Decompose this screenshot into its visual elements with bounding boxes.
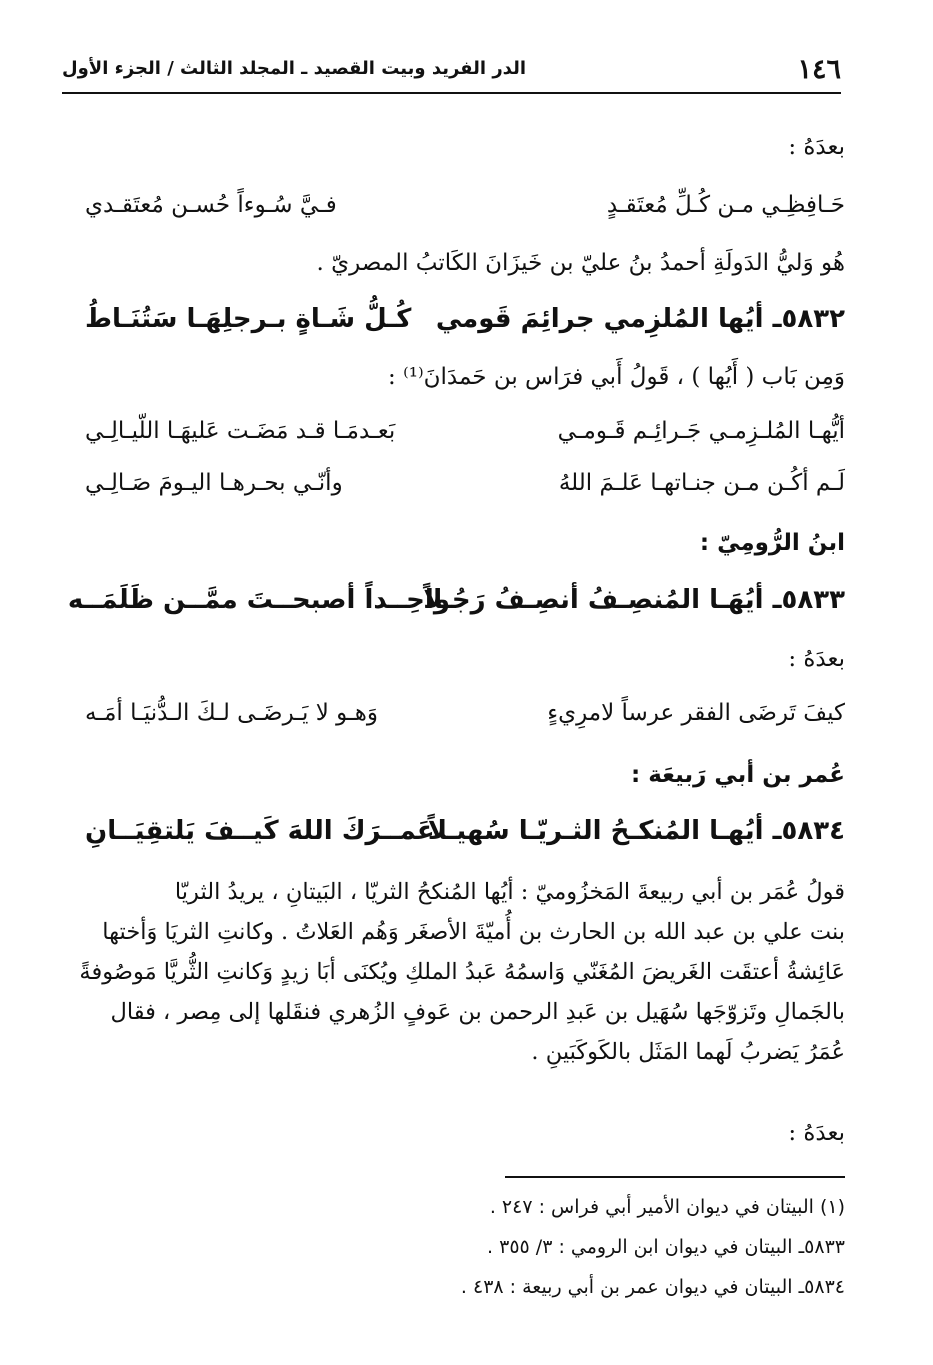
paragraph-line: عُمَرُ يَضربُ لَهما المَثَل بالكَوكَبَينِ . — [531, 1039, 845, 1065]
entry-5834 — [85, 816, 845, 846]
verse-hemistich-second: عَمــرَكَ اللهَ كَيــفَ يَلتقِيَــانِ — [85, 816, 435, 846]
verse-hemistich-first: أيُّهـا المُلـزِمـي جَـرائِـم قَـومـي — [557, 418, 845, 444]
commentary-paragraph — [74, 872, 845, 1072]
footnote: ٥٨٣٤ـ البيتان في ديوان عمر بن أبي ربيعة : ٤٣٨ . — [460, 1276, 845, 1298]
verse-hemistich-first: لَـم أكُـن مـن جنـاتهـا عَلـمَ اللهُ — [558, 470, 845, 496]
poet-name: عُمر بن أبي رَبيعَة : — [631, 762, 845, 788]
paragraph-line: بنت علي بن عبد الله بن الحارث بن أُميّةَ الأصغَر وَهُم العَلاتُ . وكانتِ الثريَا وَأختها — [102, 919, 845, 945]
verse-hemistich-second: وأنّـي بحـرهـا اليـومَ صَـالِـي — [85, 470, 343, 496]
verse — [85, 700, 845, 726]
paragraph-line: عَائِشةُ أعتقَت الغَريضَ المُغَنّي وَاسمُهُ عَبدُ الملكِ ويُكنَى أبَا زيدٍ وَكانتِ الثُّريَّا مَوصُوفةً — [79, 959, 845, 985]
verse-hemistich-first: ٥٨٣٤ـ أيُهـا المُنكـحُ الثـريّـا سُهيـلاً — [427, 816, 845, 846]
text-line: هُو وَليُّ الدَولَةِ أحمدُ بنُ عليّ بن خَيزَانَ الكَاتبُ المصريّ . — [316, 250, 845, 276]
running-title: الدر الفريد وبيت القصيد ـ المجلد الثالث / الجزء الأول — [62, 58, 527, 79]
entry-5832 — [85, 304, 845, 334]
paragraph-line: بالجَمالِ وتَزوّجَها سُهَيل بن عَبدِ الرحمن بن عَوفٍ الزُهري فنقَلها إلى مِصر ، فقال — [110, 999, 845, 1025]
text-line: بعدَهُ : — [788, 1120, 845, 1146]
text-line: بعدَهُ : — [788, 134, 845, 160]
verse-hemistich-first: كيفَ تَرضَى الفقر عرساً لامرِيءٍ — [547, 700, 845, 726]
page-number: ١٤٦ — [797, 54, 841, 85]
verse-hemistich-second: فـيَّ سُـوءاً حُسـن مُعتَقـدي — [85, 192, 337, 218]
footnote-divider — [505, 1176, 845, 1178]
verse — [85, 418, 845, 444]
verse-hemistich-second: بَعـدمَـا قـد مَضَـت عَليهَـا اللّيـالِـي — [85, 418, 396, 444]
verse — [85, 470, 845, 496]
verse-hemistich-second: كُـلُّ شَـاةٍ بـرجلِهَـا سَتُنَـاطُ — [85, 304, 412, 334]
verse-hemistich-second: وَهـو لا يَـرضَـى لـكَ الـدُّنيَـا أمَـه — [85, 700, 379, 726]
footnote: ٥٨٣٣ـ البيتان في ديوان ابن الرومي : ٣/ ٣٥٥ . — [487, 1236, 845, 1258]
verse-hemistich-first: حَـافِظِـي مـن كُـلِّ مُعتَقـدٍ — [606, 192, 845, 218]
text-line: بعدَهُ : — [788, 646, 845, 672]
entry-5833 — [67, 585, 845, 615]
paragraph-line: قولُ عُمَر بن أبي ربيعةَ المَخزُوميّ : أيُها المُنكحُ الثريّا ، البَيتانِ ، يريدُ الثريّا — [174, 879, 845, 905]
text-line: وَمِن بَاب ( أَيُها ) ، قَولُ أَبي فرَاس بن حَمدَانَ⁽¹⁾ : — [388, 364, 845, 390]
footnote: (١) البيتان في ديوان الأمير أبي فراس : ٢٤٧ . — [489, 1196, 845, 1218]
page-header — [62, 56, 841, 94]
poet-name: ابنُ الرُّومِيّ : — [699, 530, 845, 556]
verse-hemistich-first: ٥٨٣٢ـ أيُها المُلزِمي جرائِمَ قَومي — [435, 304, 845, 334]
verse-hemistich-first: ٥٨٣٣ـ أيُهَـا المُنصِـفُ أنصِـفُ رَجُـلاً — [423, 585, 845, 615]
verse-hemistich-second: واحِــداً أصبحــتَ ممَّــن ظَلَمَــه — [67, 585, 450, 615]
verse — [85, 192, 845, 218]
